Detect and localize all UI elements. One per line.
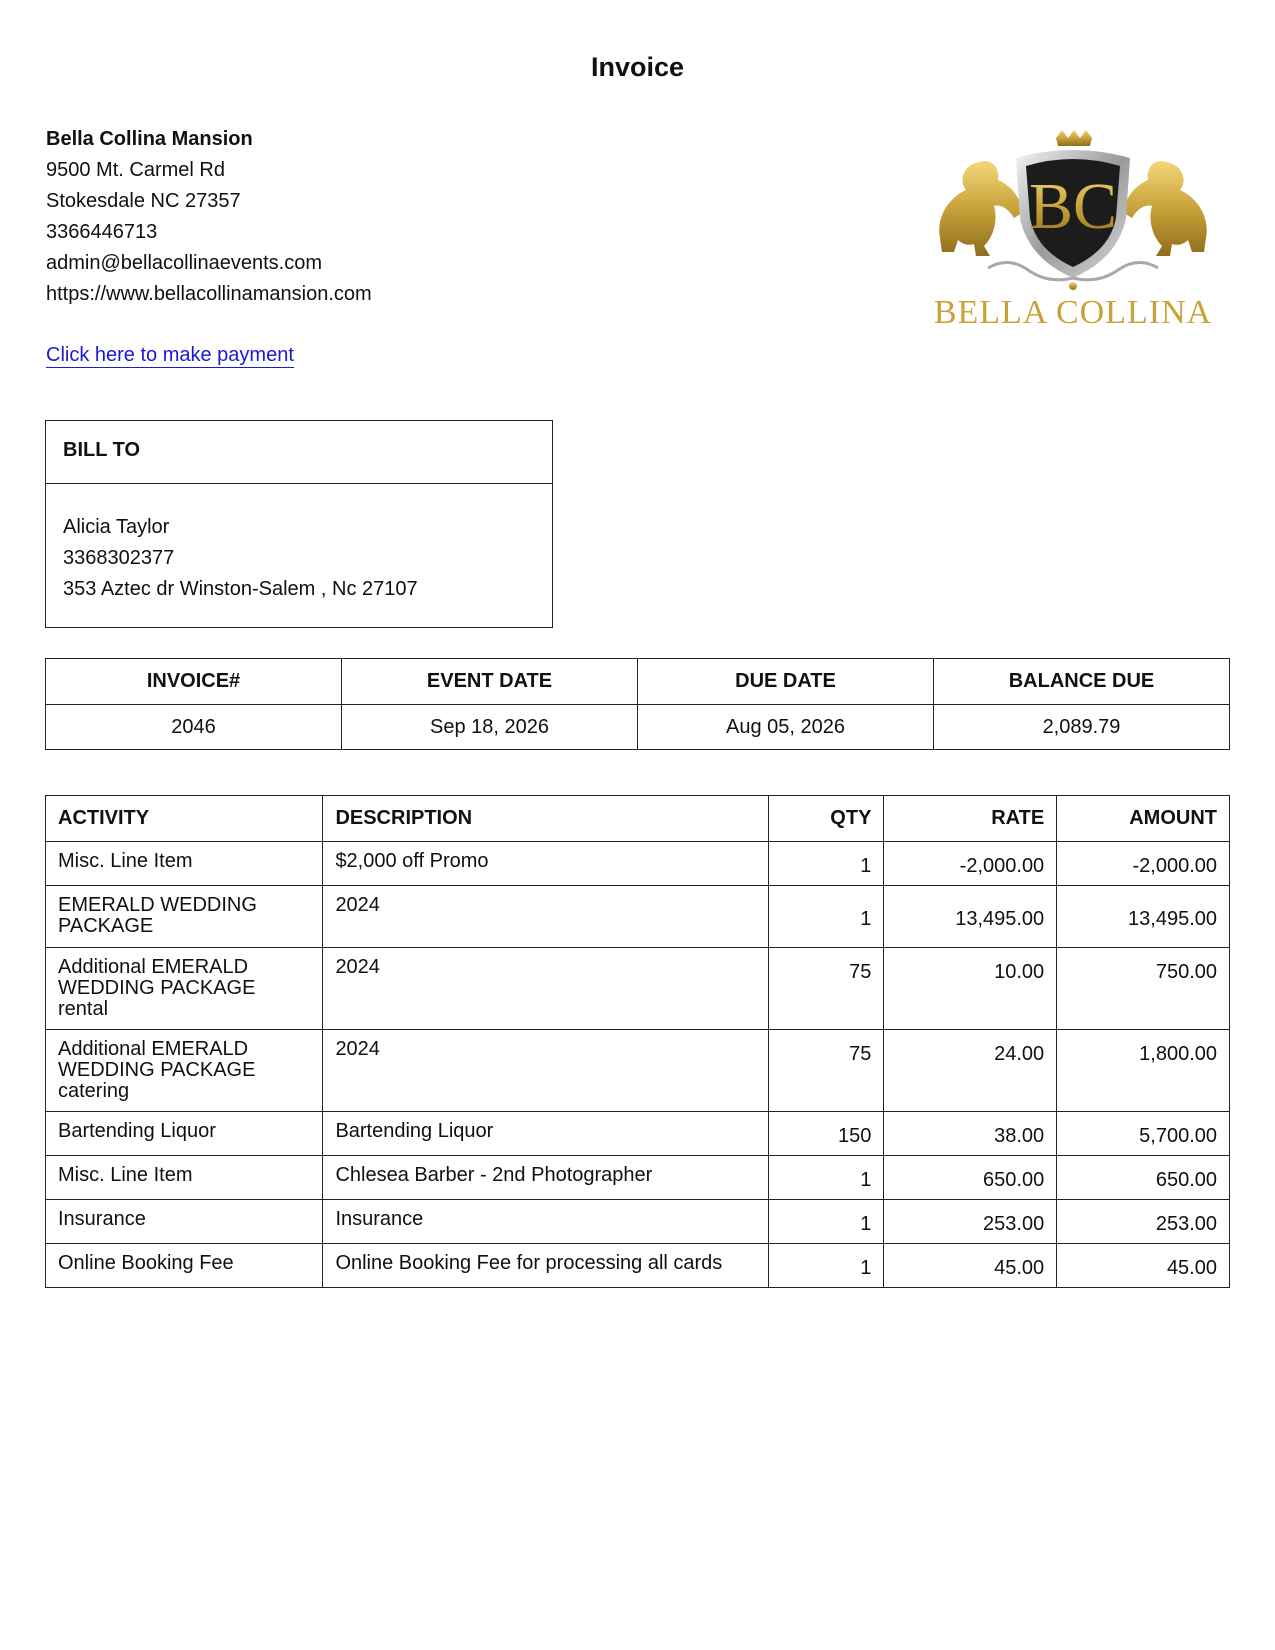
rate-cell xyxy=(884,842,1057,886)
rate-cell xyxy=(884,1156,1057,1200)
invoice-number: 2046 xyxy=(46,705,342,750)
amount-cell xyxy=(1057,886,1230,948)
activity-cell: Insurance xyxy=(46,1200,323,1244)
rate-cell xyxy=(884,1244,1057,1288)
balance-due: 2,089.79 xyxy=(934,705,1230,750)
amount-value: 650.00 xyxy=(1155,1169,1217,1191)
company-website: https://www.bellacollinamansion.com xyxy=(46,283,372,305)
description-header: DESCRIPTION xyxy=(323,796,768,842)
table-row xyxy=(46,842,1230,886)
bill-to-header: BILL TO xyxy=(46,421,552,484)
summary-header-row xyxy=(46,659,1230,705)
amount-header: AMOUNT xyxy=(1057,796,1230,842)
company-phone: 3366446713 xyxy=(46,221,158,243)
rate-cell xyxy=(884,1030,1057,1112)
bella-collina-crest-icon xyxy=(928,128,1218,343)
rate-cell xyxy=(884,1112,1057,1156)
rate-cell xyxy=(884,948,1057,1030)
table-row xyxy=(46,1200,1230,1244)
company-logo xyxy=(928,128,1218,343)
company-info xyxy=(46,124,372,310)
customer-name: Alicia Taylor xyxy=(63,516,170,538)
amount-value: 5,700.00 xyxy=(1139,1125,1217,1147)
qty-value: 75 xyxy=(849,961,872,983)
description-cell: Online Booking Fee for processing all cards xyxy=(323,1244,768,1288)
description-cell: Bartending Liquor xyxy=(323,1112,768,1156)
qty-cell xyxy=(768,1200,884,1244)
description-cell: 2024 xyxy=(323,948,768,1030)
qty-value: 150 xyxy=(838,1125,872,1147)
amount-cell xyxy=(1057,1030,1230,1112)
bill-to-box xyxy=(45,420,553,628)
amount-value: 45.00 xyxy=(1166,1257,1217,1279)
description-cell: 2024 xyxy=(323,886,768,948)
activity-cell: Online Booking Fee xyxy=(46,1244,323,1288)
qty-cell xyxy=(768,886,884,948)
company-email: admin@bellacollinaevents.com xyxy=(46,252,322,274)
rate-value: 24.00 xyxy=(994,1043,1045,1065)
qty-cell xyxy=(768,842,884,886)
qty-value: 1 xyxy=(860,1213,872,1235)
activity-cell: Additional EMERALD WEDDING PACKAGE catering xyxy=(46,1030,323,1112)
invoice-title: Invoice xyxy=(590,52,685,82)
amount-value: 13,495.00 xyxy=(1128,908,1217,930)
qty-value: 1 xyxy=(860,908,872,930)
customer-phone: 3368302377 xyxy=(63,547,175,569)
rate-value: 650.00 xyxy=(983,1169,1045,1191)
activity-cell: Misc. Line Item xyxy=(46,842,323,886)
company-address-line2: Stokesdale NC 27357 xyxy=(46,190,241,212)
rate-header: RATE xyxy=(884,796,1057,842)
rate-value: 45.00 xyxy=(994,1257,1045,1279)
rate-value: -2,000.00 xyxy=(959,855,1045,877)
activity-cell: Bartending Liquor xyxy=(46,1112,323,1156)
line-items-table xyxy=(45,795,1230,1288)
invoice-number-header: INVOICE# xyxy=(46,659,342,705)
qty-cell xyxy=(768,1030,884,1112)
company-name: Bella Collina Mansion xyxy=(46,128,253,150)
qty-header: QTY xyxy=(768,796,884,842)
customer-address: 353 Aztec dr Winston-Salem , Nc 27107 xyxy=(63,578,418,600)
table-row xyxy=(46,1112,1230,1156)
activity-cell: EMERALD WEDDING PACKAGE xyxy=(46,886,323,948)
line-items-header-row xyxy=(46,796,1230,842)
amount-value: 1,800.00 xyxy=(1139,1043,1217,1065)
qty-value: 75 xyxy=(849,1043,872,1065)
qty-cell xyxy=(768,948,884,1030)
amount-value: -2,000.00 xyxy=(1132,855,1217,877)
qty-value: 1 xyxy=(860,855,872,877)
balance-due-header: BALANCE DUE xyxy=(934,659,1230,705)
rate-cell xyxy=(884,886,1057,948)
rate-value: 13,495.00 xyxy=(955,908,1045,930)
summary-value-row xyxy=(46,705,1230,750)
make-payment-link[interactable]: Click here to make payment xyxy=(46,344,294,366)
table-row xyxy=(46,948,1230,1030)
table-row xyxy=(46,886,1230,948)
amount-cell xyxy=(1057,1112,1230,1156)
rate-value: 10.00 xyxy=(994,961,1045,983)
invoice-summary-table xyxy=(45,658,1230,750)
amount-cell xyxy=(1057,842,1230,886)
bill-to-details xyxy=(46,484,552,605)
activity-cell: Misc. Line Item xyxy=(46,1156,323,1200)
qty-value: 1 xyxy=(860,1257,872,1279)
amount-cell xyxy=(1057,1244,1230,1288)
rate-value: 253.00 xyxy=(983,1213,1045,1235)
table-row xyxy=(46,1156,1230,1200)
description-cell: $2,000 off Promo xyxy=(323,842,768,886)
description-cell: Insurance xyxy=(323,1200,768,1244)
qty-cell xyxy=(768,1112,884,1156)
event-date: Sep 18, 2026 xyxy=(342,705,638,750)
rate-value: 38.00 xyxy=(994,1125,1045,1147)
rate-cell xyxy=(884,1200,1057,1244)
event-date-header: EVENT DATE xyxy=(342,659,638,705)
qty-value: 1 xyxy=(860,1169,872,1191)
due-date: Aug 05, 2026 xyxy=(638,705,934,750)
amount-cell xyxy=(1057,1156,1230,1200)
amount-cell xyxy=(1057,948,1230,1030)
table-row xyxy=(46,1030,1230,1112)
description-cell: Chlesea Barber - 2nd Photographer xyxy=(323,1156,768,1200)
logo-wordmark: BELLA COLLINA xyxy=(933,294,1213,331)
amount-value: 253.00 xyxy=(1155,1213,1217,1235)
due-date-header: DUE DATE xyxy=(638,659,934,705)
table-row xyxy=(46,1244,1230,1288)
activity-cell: Additional EMERALD WEDDING PACKAGE rental xyxy=(46,948,323,1030)
company-address-line1: 9500 Mt. Carmel Rd xyxy=(46,159,225,181)
amount-cell xyxy=(1057,1200,1230,1244)
description-cell: 2024 xyxy=(323,1030,768,1112)
qty-cell xyxy=(768,1156,884,1200)
logo-monogram: BC xyxy=(1028,170,1118,243)
activity-header: ACTIVITY xyxy=(46,796,323,842)
qty-cell xyxy=(768,1244,884,1288)
amount-value: 750.00 xyxy=(1155,961,1217,983)
